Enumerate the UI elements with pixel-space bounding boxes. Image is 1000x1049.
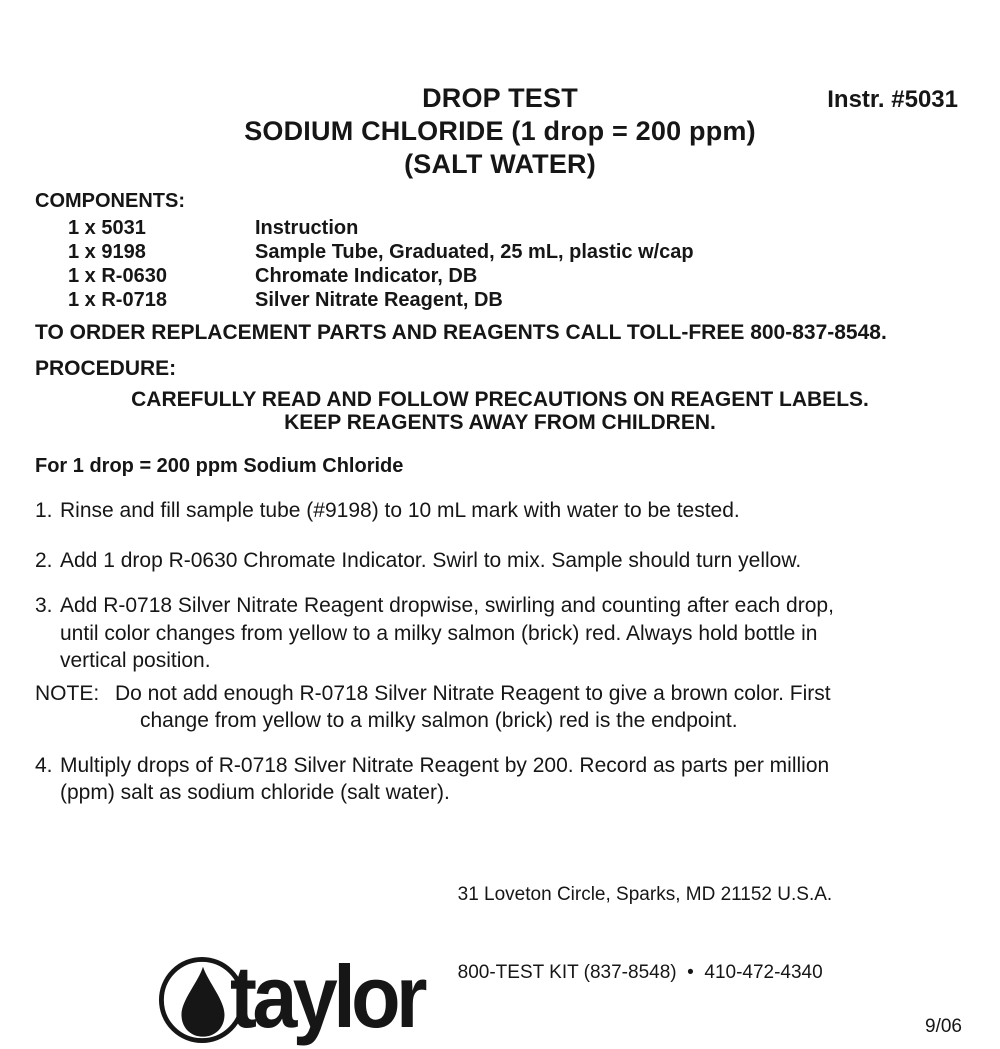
title-line-2: SODIUM CHLORIDE (1 drop = 200 ppm): [244, 116, 756, 146]
step-text: [60, 497, 965, 525]
component-qty: 1 x R-0718: [68, 289, 167, 311]
instruction-number: Instr. #5031: [827, 86, 958, 113]
step-text-line: until color changes from yellow to a milky salmon (brick) red. Always hold bottle in: [60, 621, 818, 645]
procedure-step-1: [35, 497, 965, 525]
document-body: [0, 190, 1000, 807]
revision-date: 9/06: [925, 1016, 962, 1037]
component-row: [35, 288, 965, 312]
component-qty: 1 x 9198: [68, 241, 146, 263]
component-row: [35, 264, 965, 288]
note-text-line: Do not add enough R-0718 Silver Nitrate Reagent to give a brown color. First: [115, 681, 831, 705]
note-text-line: change from yellow to a milky salmon (brick) red is the endpoint.: [140, 709, 738, 732]
procedure-step-2: [35, 547, 965, 575]
components-list: [35, 216, 965, 312]
procedure-step-4: [35, 752, 965, 807]
step-text: [60, 592, 965, 675]
component-desc: Silver Nitrate Reagent, DB: [255, 289, 503, 311]
step-text-line: Rinse and fill sample tube (#9198) to 10 mL mark with water to be tested.: [60, 499, 740, 522]
component-qty: 1 x R-0630: [68, 265, 167, 287]
note-text: [115, 680, 965, 735]
step-number: 3.: [35, 594, 53, 617]
footer: [158, 830, 962, 1047]
procedure-step-3: [35, 592, 965, 675]
address-line-2: 800-TEST KIT (837-8548) • 410-472-4340: [457, 962, 823, 983]
components-heading: COMPONENTS:: [35, 190, 185, 212]
procedure-note: [35, 680, 965, 735]
step-text: [60, 547, 965, 575]
procedure-heading: PROCEDURE:: [35, 357, 177, 380]
component-desc: Sample Tube, Graduated, 25 mL, plastic w/cap: [255, 241, 694, 263]
component-qty: 1 x 5031: [68, 217, 146, 239]
component-desc: Chromate Indicator, DB: [255, 265, 478, 287]
replacement-order-line: TO ORDER REPLACEMENT PARTS AND REAGENTS CALL TOLL-FREE 800-837-8548.: [35, 321, 887, 344]
taylor-wordmark: taylor: [230, 947, 423, 1046]
title-line-1: DROP TEST: [422, 83, 578, 113]
note-label: NOTE:: [35, 681, 100, 705]
address-block: [458, 830, 833, 1038]
component-desc: Instruction: [255, 217, 359, 239]
step-number: 2.: [35, 548, 53, 572]
step-text-line: Multiply drops of R-0718 Silver Nitrate Reagent by 200. Record as parts per million: [60, 753, 830, 777]
precaution-line-2: KEEP REAGENTS AWAY FROM CHILDREN.: [284, 411, 716, 434]
taylor-logo: [158, 947, 440, 1047]
dose-heading: For 1 drop = 200 ppm Sodium Chloride: [35, 455, 404, 477]
address-line-1: 31 Loveton Circle, Sparks, MD 21152 U.S.A.: [457, 884, 833, 905]
step-text-line: Add R-0718 Silver Nitrate Reagent dropwise, swirling and counting after each drop,: [60, 594, 834, 617]
step-text-line: vertical position.: [60, 649, 211, 672]
component-row: [35, 240, 965, 264]
step-number: 1.: [35, 499, 53, 522]
step-text-line: (ppm) salt as sodium chloride (salt water).: [60, 781, 450, 804]
step-text-line: Add 1 drop R-0630 Chromate Indicator. Swirl to mix. Sample should turn yellow.: [60, 548, 802, 572]
precaution-line-1: CAREFULLY READ AND FOLLOW PRECAUTIONS ON REAGENT LABELS.: [131, 388, 869, 411]
title-line-3: (SALT WATER): [404, 149, 596, 179]
component-row: [35, 216, 965, 240]
step-text: [60, 752, 965, 807]
step-number: 4.: [35, 753, 53, 777]
